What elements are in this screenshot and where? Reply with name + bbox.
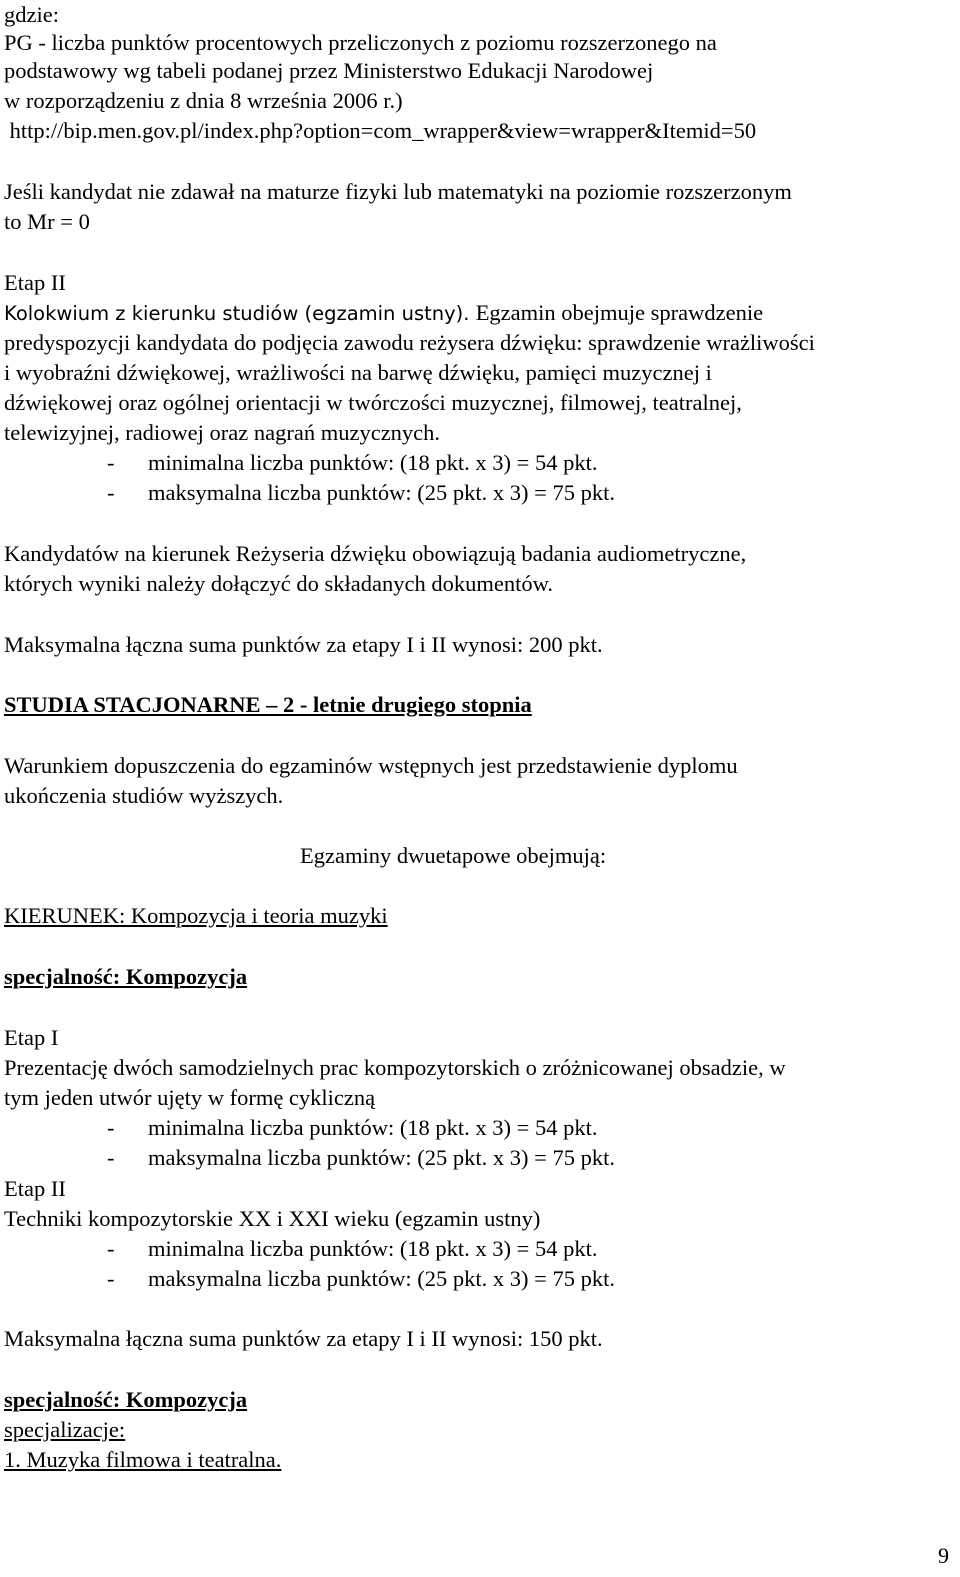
kierunek-heading: KIERUNEK: Kompozycja i teoria muzyki xyxy=(4,903,388,928)
list-item-max-points: - maksymalna liczba punktów: (25 pkt. x 3) = 75 pkt. xyxy=(107,1264,615,1294)
techniki-text: Techniki kompozytorskie XX i XXI wieku (egzamin ustny) xyxy=(4,1206,541,1231)
list-dash: - xyxy=(107,1145,115,1170)
egzamin-obejmuje-text: Egzamin obejmuje sprawdzenie xyxy=(475,300,764,325)
page-number: 9 xyxy=(938,1543,949,1568)
sum-150-text: Maksymalna łączna suma punktów za etapy I i II wynosi: 150 pkt. xyxy=(4,1326,603,1351)
etap-ii-heading: Etap II xyxy=(4,270,66,295)
pg-definition-line-2: podstawowy wg tabeli podanej przez Ministerstwo Edukacji Narodowej xyxy=(4,58,654,83)
mr-note-line-1: Jeśli kandydat nie zdawał na maturze fizyki lub matematyki na poziomie rozszerzonym xyxy=(4,179,792,204)
list-item-max-points: - maksymalna liczba punktów: (25 pkt. x 3) = 75 pkt. xyxy=(107,1143,615,1173)
pg-definition-line-1: PG - liczba punktów procentowych przeliczonych z poziomu rozszerzonego na xyxy=(4,30,717,55)
audiometria-line-1: Kandydatów na kierunek Reżyseria dźwięku obowiązują badania audiometryczne, xyxy=(4,541,747,566)
warunek-line-2: ukończenia studiów wyższych. xyxy=(4,783,284,808)
specjalnosc-heading-1: specjalność: Kompozycja xyxy=(4,964,248,989)
audiometria-line-2: których wyniki należy dołączyć do składanych dokumentów. xyxy=(4,571,554,596)
etap-ii-heading-2: Etap II xyxy=(4,1176,66,1201)
kolokwium-line-5: telewizyjnej, radiowej oraz nagrań muzycznych. xyxy=(4,420,441,445)
kolokwium-text: Kolokwium z kierunku studiów (egzamin ustny). xyxy=(4,302,476,325)
kolokwium-line-2: predyspozycji kandydata do podjęcia zawodu reżysera dźwięku: sprawdzenie wrażliwości xyxy=(4,330,815,355)
studia-stacjonarne-heading: STUDIA STACJONARNE – 2 - letnie drugiego stopnia xyxy=(4,692,532,717)
specjalnosc-heading-2: specjalność: Kompozycja xyxy=(4,1387,248,1412)
kolokwium-line-4: dźwiękowej oraz ogólnej orientacji w twórczości muzycznej, filmowej, teatralnej, xyxy=(4,390,742,415)
mr-note-line-2: to Mr = 0 xyxy=(4,209,90,234)
list-item-min-points: - minimalna liczba punktów: (18 pkt. x 3) = 54 pkt. xyxy=(107,448,598,478)
kolokwium-line-1 xyxy=(4,298,763,329)
gdzie-label: gdzie: xyxy=(4,2,59,27)
list-item-max-points: - maksymalna liczba punktów: (25 pkt. x 3) = 75 pkt. xyxy=(107,478,615,508)
warunek-line-1: Warunkiem dopuszczenia do egzaminów wstępnych jest przedstawienie dyplomu xyxy=(4,753,738,778)
pg-definition-line-3: w rozporządzeniu z dnia 8 września 2006 r.) xyxy=(4,88,403,113)
list-dash: - xyxy=(107,1266,115,1291)
list-dash: - xyxy=(107,1115,115,1140)
specjalizacja-item: 1. Muzyka filmowa i teatralna. xyxy=(4,1447,282,1472)
sum-200-text: Maksymalna łączna suma punktów za etapy I i II wynosi: 200 pkt. xyxy=(4,632,603,657)
prezentacja-line-1: Prezentację dwóch samodzielnych prac kompozytorskich o zróżnicowanej obsadzie, w xyxy=(4,1055,786,1080)
list-item-min-points: - minimalna liczba punktów: (18 pkt. x 3) = 54 pkt. xyxy=(107,1113,598,1143)
list-dash: - xyxy=(107,1236,115,1261)
kolokwium-line-3: i wyobraźni dźwiękowej, wrażliwości na barwę dźwięku, pamięci muzycznej i xyxy=(4,360,712,385)
list-item-min-points: - minimalna liczba punktów: (18 pkt. x 3) = 54 pkt. xyxy=(107,1234,598,1264)
prezentacja-line-2: tym jeden utwór ujęty w formę cykliczną xyxy=(4,1085,376,1110)
specjalizacje-label: specjalizacje: xyxy=(4,1417,126,1442)
egzaminy-dwuetapowe: Egzaminy dwuetapowe obejmują: xyxy=(300,843,607,868)
men-link[interactable]: http://bip.men.gov.pl/index.php?option=com_wrapper&view=wrapper&Itemid=50 xyxy=(4,118,757,143)
list-dash: - xyxy=(107,450,115,475)
etap-i-heading: Etap I xyxy=(4,1025,59,1050)
list-dash: - xyxy=(107,480,115,505)
